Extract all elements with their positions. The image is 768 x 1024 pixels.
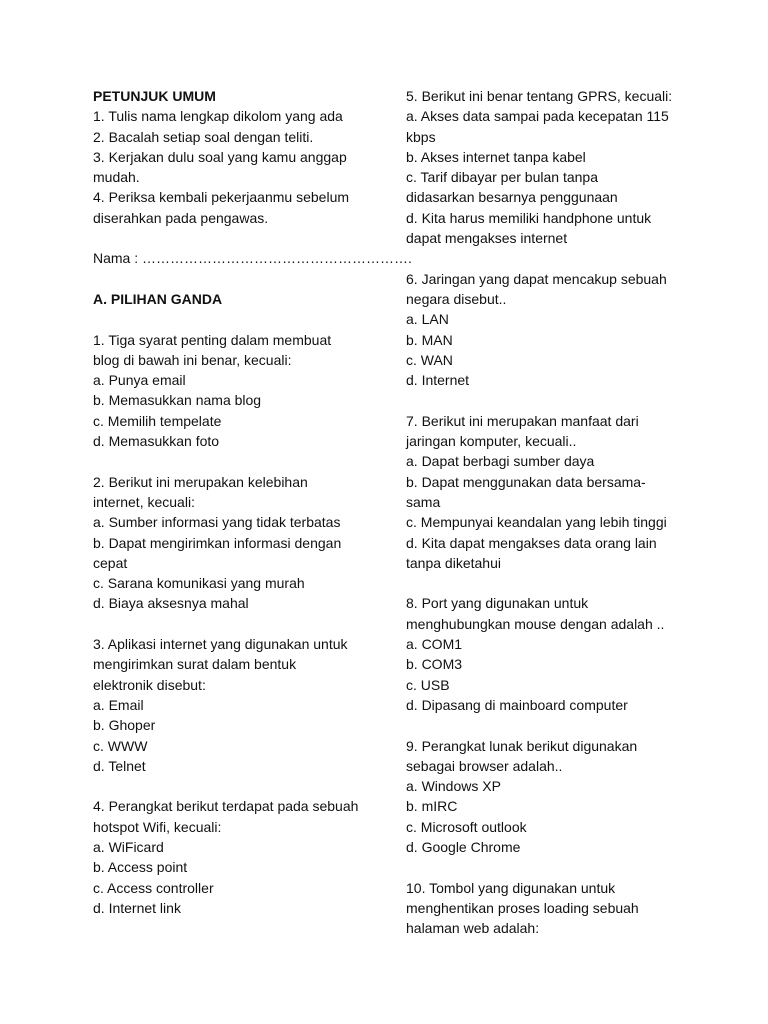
option: b. mIRC — [406, 798, 458, 815]
name-field-line: Nama : …………………………………………………. — [93, 250, 412, 267]
question-text: menghentikan proses loading sebuah — [406, 899, 639, 916]
option: a. WiFicard — [93, 838, 164, 855]
option: d. Dipasang di mainboard computer — [406, 696, 628, 713]
question-text: 10. Tombol yang digunakan untuk — [406, 879, 616, 896]
option: d. Telnet — [93, 757, 146, 774]
option: c. Tarif dibayar per bulan tanpa — [406, 169, 598, 186]
instruction-line: mudah. — [93, 169, 140, 186]
question-text: 6. Jaringan yang dapat mencakup sebuah — [406, 270, 667, 287]
option: a. Windows XP — [406, 778, 501, 795]
question-1 — [93, 330, 368, 452]
option: c. USB — [406, 676, 450, 693]
left-column — [93, 86, 412, 918]
option: sama — [406, 493, 441, 510]
question-8 — [406, 593, 681, 715]
question-text: 2. Berikut ini merupakan kelebihan — [93, 473, 308, 490]
option: c. Microsoft outlook — [406, 818, 527, 835]
option: a. Sumber informasi yang tidak terbatas — [93, 514, 341, 531]
question-text: 7. Berikut ini merupakan manfaat dari — [406, 412, 639, 429]
option: a. Email — [93, 696, 144, 713]
question-text: elektronik disebut: — [93, 676, 206, 693]
option: c. Access controller — [93, 879, 214, 896]
option: tanpa diketahui — [406, 554, 501, 571]
option: c. WAN — [406, 351, 453, 368]
option: b. Ghoper — [93, 717, 156, 734]
option: c. Memilih tempelate — [93, 412, 222, 429]
question-2 — [93, 472, 368, 614]
option: a. Akses data sampai pada kecepatan 115 — [406, 108, 669, 125]
question-text: internet, kecuali: — [93, 493, 195, 510]
option: a. LAN — [406, 311, 449, 328]
question-7 — [406, 411, 681, 573]
option: c. Sarana komunikasi yang murah — [93, 575, 305, 592]
right-column — [406, 86, 681, 938]
question-text: 1. Tiga syarat penting dalam membuat — [93, 331, 332, 348]
option: d. Memasukkan foto — [93, 433, 220, 450]
instruction-line: 1. Tulis nama lengkap dikolom yang ada — [93, 108, 343, 125]
question-text: blog di bawah ini benar, kecuali: — [93, 351, 292, 368]
question-text: 8. Port yang digunakan untuk — [406, 595, 589, 612]
question-6 — [406, 269, 681, 391]
option: dapat mengakses internet — [406, 230, 568, 247]
instructions-title: PETUNJUK UMUM — [93, 88, 216, 104]
option: d. Kita harus memiliki handphone untuk — [406, 209, 652, 226]
instructions-block — [93, 86, 368, 228]
option: d. Internet link — [93, 899, 181, 916]
question-3 — [93, 634, 368, 776]
option: d. Biaya aksesnya mahal — [93, 595, 249, 612]
question-text: mengirimkan surat dalam bentuk — [93, 656, 297, 673]
option: b. Akses internet tanpa kabel — [406, 148, 586, 165]
instruction-line: diserahkan pada pengawas. — [93, 209, 269, 226]
question-text: 5. Berikut ini benar tentang GPRS, kecuali: — [406, 88, 673, 104]
option: a. Dapat berbagi sumber daya — [406, 453, 595, 470]
option: a. COM1 — [406, 636, 463, 653]
question-text: negara disebut.. — [406, 290, 507, 307]
question-text: halaman web adalah: — [406, 920, 540, 937]
question-text: jaringan komputer, kecuali.. — [406, 433, 577, 450]
option: a. Punya email — [93, 372, 186, 389]
question-5 — [406, 86, 681, 248]
instruction-line: 4. Periksa kembali pekerjaanmu sebelum — [93, 189, 350, 206]
instruction-line: 2. Bacalah setiap soal dengan teliti. — [93, 128, 314, 145]
question-text: sebagai browser adalah.. — [406, 757, 563, 774]
question-text: 3. Aplikasi internet yang digunakan untuk — [93, 636, 348, 653]
option: b. MAN — [406, 331, 453, 348]
question-text: 9. Perangkat lunak berikut digunakan — [406, 737, 638, 754]
option: b. Dapat menggunakan data bersama- — [406, 473, 646, 490]
option: kbps — [406, 128, 436, 145]
option: b. COM3 — [406, 656, 463, 673]
option: b. Access point — [93, 859, 188, 876]
instruction-line: 3. Kerjakan dulu soal yang kamu anggap — [93, 148, 347, 165]
option: c. Mempunyai keandalan yang lebih tinggi — [406, 514, 667, 531]
question-text: 4. Perangkat berikut terdapat pada sebuah — [93, 798, 359, 815]
option: d. Kita dapat mengakses data orang lain — [406, 534, 657, 551]
option: cepat — [93, 554, 128, 571]
question-10 — [406, 878, 681, 939]
option: b. Memasukkan nama blog — [93, 392, 262, 409]
question-text: hotspot Wifi, kecuali: — [93, 818, 222, 835]
question-text: menghubungkan mouse dengan adalah .. — [406, 615, 665, 632]
option: d. Google Chrome — [406, 838, 521, 855]
question-4 — [93, 796, 368, 918]
option: b. Dapat mengirimkan informasi dengan — [93, 534, 342, 551]
question-9 — [406, 736, 681, 858]
option: d. Internet — [406, 372, 470, 389]
option: c. WWW — [93, 737, 148, 754]
section-title: A. PILIHAN GANDA — [93, 290, 223, 307]
option: didasarkan besarnya penggunaan — [406, 189, 618, 206]
